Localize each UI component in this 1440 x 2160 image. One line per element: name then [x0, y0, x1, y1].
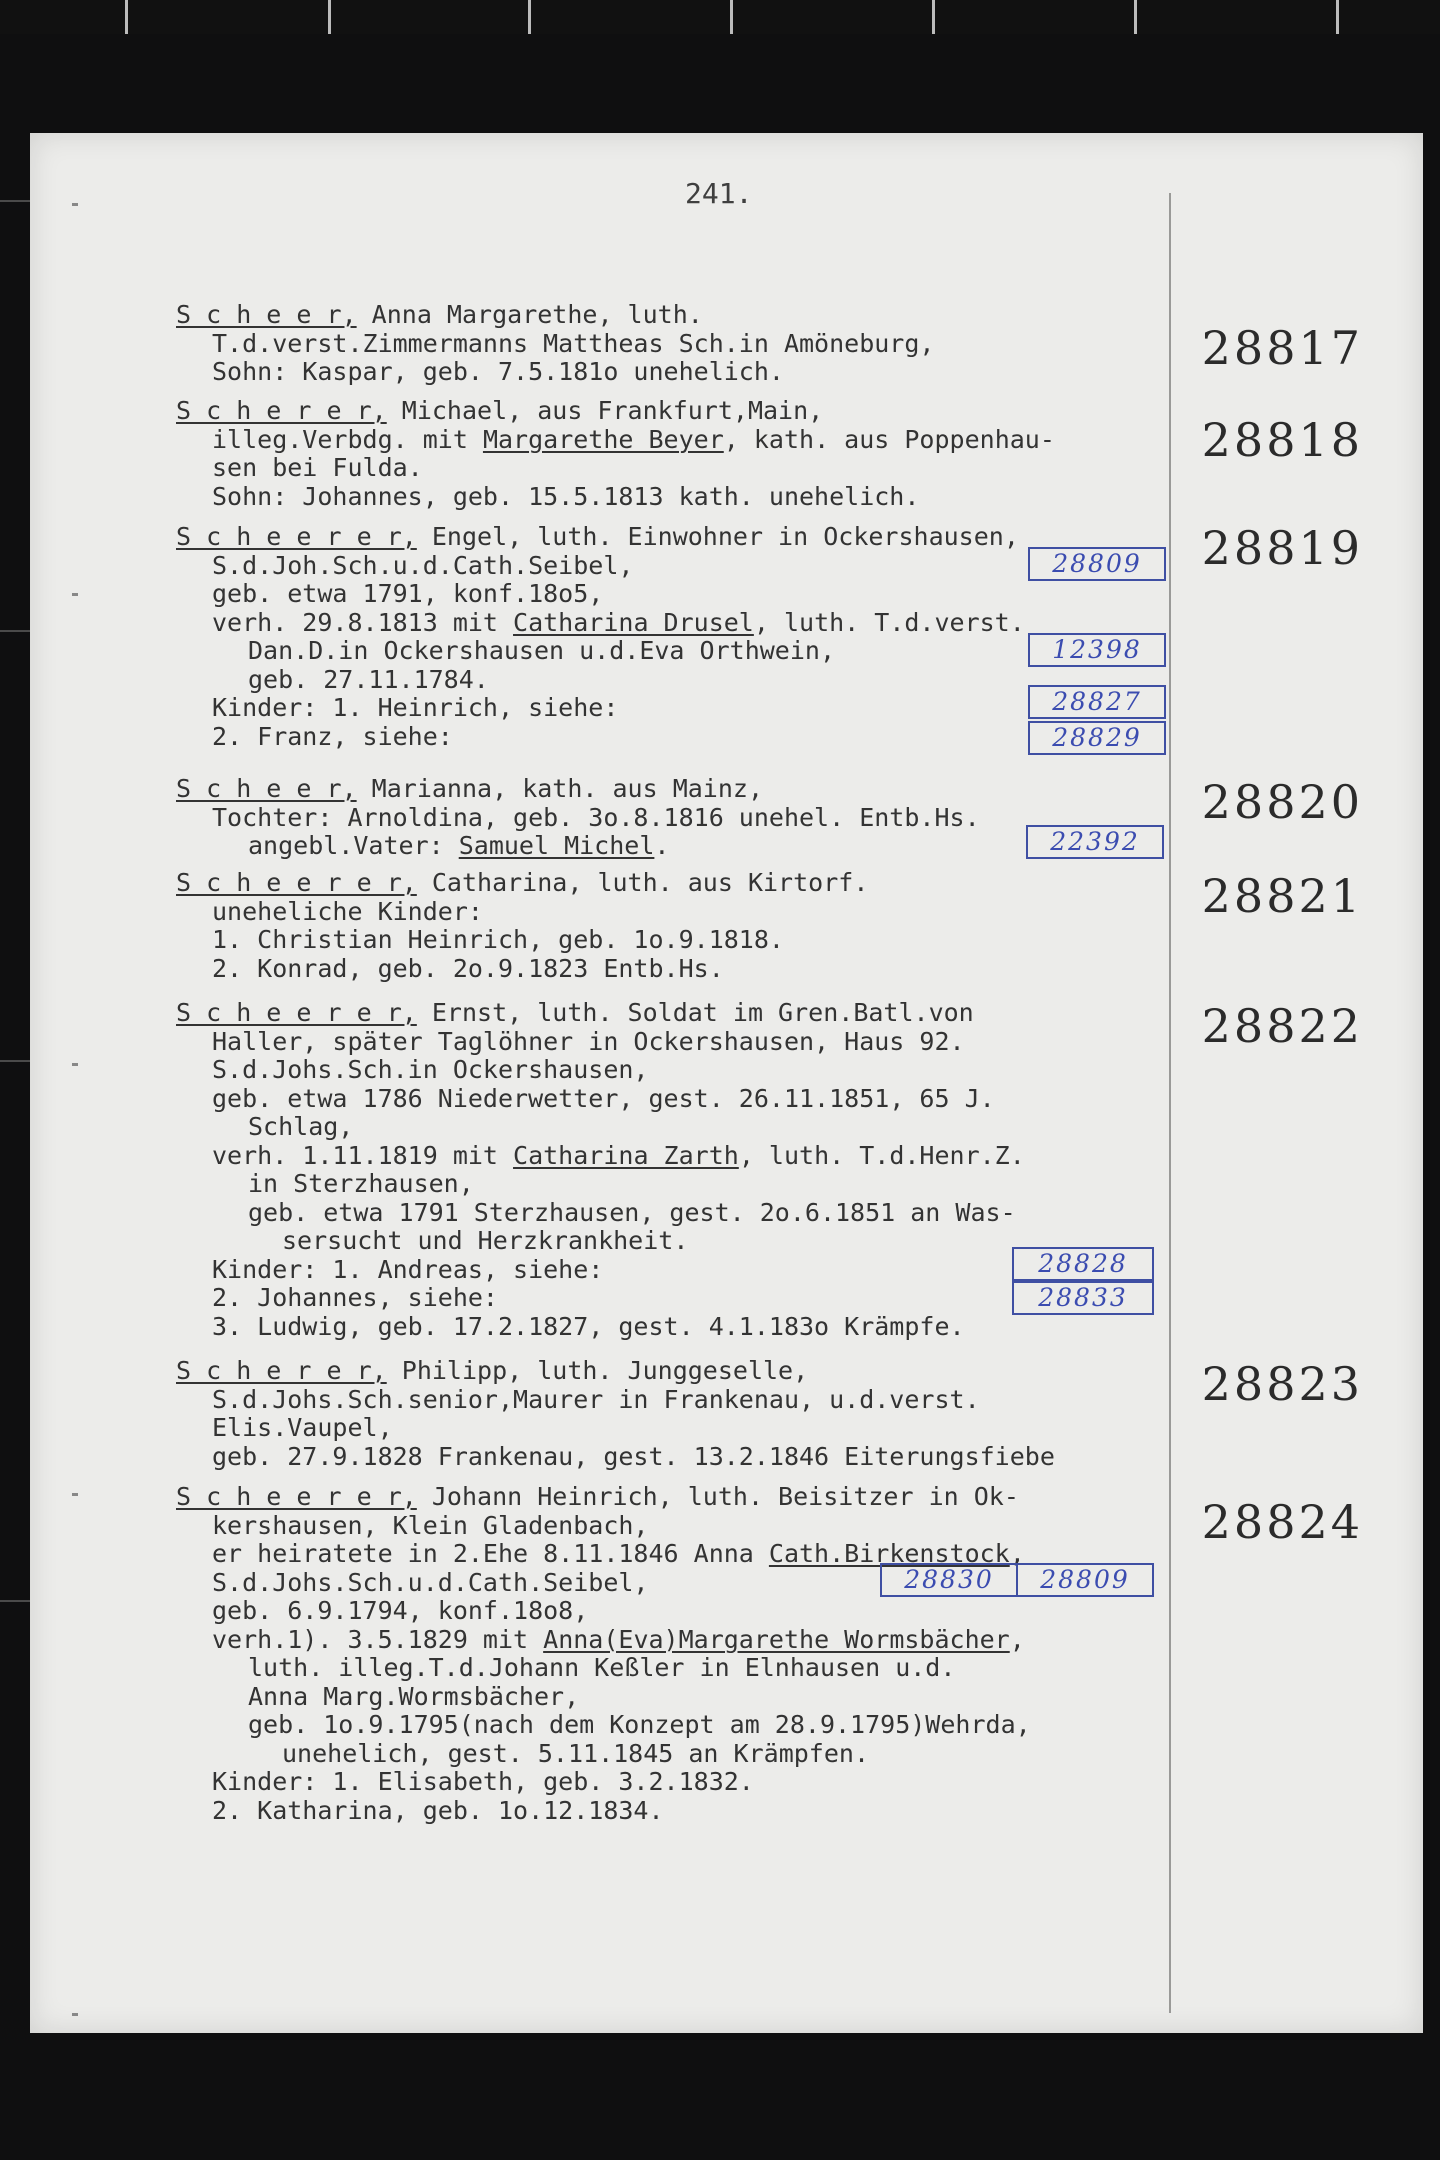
entry-line: Sohn: Kaspar, geb. 7.5.181o unehelich.: [212, 357, 784, 386]
entry-line: 3. Ludwig, geb. 17.2.1827, gest. 4.1.183o Krämpfe.: [212, 1311, 965, 1341]
entry-line: Sohn: Johannes, geb. 15.5.1813 kath. unehelich.: [212, 481, 920, 511]
surname: S c h e e r e r,: [176, 1482, 417, 1511]
surname: S c h e e r,: [176, 774, 357, 803]
entry-line: geb. 27.9.1828 Frankenau, gest. 13.2.1846 Eiterungsfiebe: [212, 1441, 1055, 1471]
entry-line: Kinder: 1. Elisabeth, geb. 3.2.1832.: [212, 1767, 754, 1796]
entry-line: 2. Katharina, geb. 1o.12.1834.: [212, 1795, 664, 1825]
edge-mark: [0, 1600, 30, 1602]
punch-mark: [72, 1493, 78, 1496]
edge-mark: [0, 200, 30, 202]
entry-line: S.d.Johs.Sch.in Ockershausen,: [212, 1055, 649, 1084]
entry-number: 28819: [1201, 521, 1363, 575]
cross-reference: 28809: [1028, 547, 1166, 581]
entry-line: Tochter: Arnoldina, geb. 3o.8.1816 unehel. Entb.Hs.: [212, 802, 980, 832]
entry-line: uneheliche Kinder:: [212, 896, 483, 926]
entry-line: Dan.D.in Ockershausen u.d.Eva Orthwein,: [248, 636, 835, 665]
entry-number: 28822: [1201, 999, 1363, 1053]
entry-line: Kinder: 1. Andreas, siehe:: [212, 1254, 604, 1284]
entry-line: geb. 6.9.1794, konf.18o8,: [212, 1596, 589, 1625]
entry-28821: S c h e e r e r, Catharina, luth. aus Kirtorf. uneheliche Kinder: 1. Christian Heinrich, geb. 1o.9.1818. 2. Konrad, geb. 2o.9.1823 Entb.Hs.: [176, 869, 1176, 983]
entry-line: geb. etwa 1786 Niederwetter, gest. 26.11.1851, 65 J.: [212, 1083, 995, 1113]
cross-reference: 28828: [1012, 1247, 1154, 1281]
entry-line: luth. illeg.T.d.Johann Keßler in Elnhausen u.d.: [248, 1653, 956, 1682]
surname: S c h e e r,: [176, 300, 357, 329]
entry-line: kershausen, Klein Gladenbach,: [212, 1510, 649, 1540]
entry-line: in Sterzhausen,: [248, 1169, 474, 1198]
entry-line: 2. Johannes, siehe:: [212, 1283, 498, 1312]
entry-line: Elis.Vaupel,: [212, 1413, 393, 1442]
entry-28817: S c h e e r, Anna Margarethe, luth. T.d.verst.Zimmermanns Mattheas Sch.in Amöneburg, Sohn: Kaspar, geb. 7.5.181o unehelich.: [176, 301, 1176, 387]
edge-mark: [0, 1060, 30, 1062]
film-strip: [0, 0, 1440, 34]
entry-line: T.d.verst.Zimmermanns Mattheas Sch.in Amöneburg,: [212, 328, 935, 358]
entry-line: sersucht und Herzkrankheit.: [282, 1226, 689, 1255]
cross-reference: 28829: [1028, 721, 1166, 755]
entry-line: geb. 27.11.1784.: [248, 664, 489, 694]
punch-mark: [72, 2013, 78, 2016]
entry-line: geb. etwa 1791 Sterzhausen, gest. 2o.6.1851 an Was-: [248, 1197, 1016, 1227]
entry-line: Schlag,: [248, 1112, 354, 1141]
entry-line: Anna Marg.Wormsbächer,: [248, 1681, 580, 1711]
entry-line: geb. 1o.9.1795(nach dem Konzept am 28.9.1795)Wehrda,: [248, 1710, 1031, 1739]
page-number: 241.: [685, 177, 753, 210]
film-mark: [932, 0, 935, 34]
cross-reference: 28827: [1028, 685, 1166, 719]
surname: S c h e e r e r,: [176, 868, 417, 897]
entry-line: geb. etwa 1791, konf.18o5,: [212, 579, 604, 608]
spouse-name: Margarethe Beyer: [482, 424, 724, 454]
film-mark: [328, 0, 331, 34]
surname: S c h e r e r,: [176, 396, 387, 425]
surname: S c h e r e r,: [176, 1356, 387, 1385]
entry-number: 28818: [1201, 413, 1363, 467]
film-mark: [528, 0, 531, 34]
entry-line: S.d.Johs.Sch.senior,Maurer in Frankenau, u.d.verst.: [212, 1384, 980, 1414]
entry-28820: S c h e e r, Marianna, kath. aus Mainz, Tochter: Arnoldina, geb. 3o.8.1816 unehel. Entb.Hs. angebl.Vater: Samuel Michel.: [176, 775, 1176, 861]
surname: S c h e e r e r,: [176, 522, 417, 551]
entry-line: S.d.Johs.Sch.u.d.Cath.Seibel,: [212, 1567, 649, 1597]
punch-mark: [72, 203, 78, 206]
entry-number: 28824: [1201, 1495, 1363, 1549]
spouse-name: Catharina Zarth: [513, 1140, 739, 1170]
cross-reference: 22392: [1026, 825, 1164, 859]
entry-line: unehelich, gest. 5.11.1845 an Krämpfen.: [282, 1738, 869, 1768]
spouse-name: Catharina Drusel: [513, 607, 754, 637]
entry-number: 28821: [1201, 869, 1363, 923]
punch-mark: [72, 593, 78, 596]
entry-number: 28817: [1201, 321, 1363, 375]
film-mark: [125, 0, 128, 34]
film-mark: [1336, 0, 1339, 34]
edge-mark: [0, 630, 30, 632]
entry-line: sen bei Fulda.: [212, 453, 423, 482]
entry-28824: S c h e e r e r, Johann Heinrich, luth. Beisitzer in Ok- kershausen, Klein Gladenbach, er heiratete in 2.Ehe 8.11.1846 Anna Cath.Birkenstock, S.d.Johs.Sch.u.d.Cath.Seibel, geb. 6.9.1794, konf.18o8, verh.1). 3.5.1829 mit Anna(Eva)Margarethe Wormsbächer, luth. illeg.T.d.Johann Keßler in Elnhausen u.d. Anna Marg.Wormsbächer, geb. 1o.9.1795(nach dem Konzept am 28.9.1795)Wehrda, unehelich, gest. 5.11.1845 an Krämpfen. Kinder: 1. Elisabeth, geb. 3.2.1832. 2. Katharina, geb. 1o.12.1834.: [176, 1483, 1176, 1825]
entry-28819: S c h e e r e r, Engel, luth. Einwohner in Ockershausen, S.d.Joh.Sch.u.d.Cath.Seibel, geb. etwa 1791, konf.18o5, verh. 29.8.1813 mit Catharina Drusel, luth. T.d.verst. Dan.D.in Ockershausen u.d.Eva Orthwein, geb. 27.11.1784. Kinder: 1. Heinrich, siehe: 2. Franz, siehe:: [176, 523, 1176, 751]
entry-line: 2. Konrad, geb. 2o.9.1823 Entb.Hs.: [212, 953, 724, 983]
cross-reference: 28830: [880, 1563, 1018, 1597]
surname: S c h e e r e r,: [176, 998, 417, 1027]
document-page: [30, 133, 1423, 2033]
entry-28822: S c h e e r e r, Ernst, luth. Soldat im Gren.Batl.von Haller, später Taglöhner in Ockershausen, Haus 92. S.d.Johs.Sch.in Ockershausen, geb. etwa 1786 Niederwetter, gest. 26.11.1851, 65 J. Schlag, verh. 1.11.1819 mit Catharina Zarth, luth. T.d.Henr.Z. in Sterzhausen, geb. etwa 1791 Sterzhausen, gest. 2o.6.1851 an Was- sersucht und Herzkrankheit. Kinder: 1. Andreas, siehe: 2. Johannes, siehe: 3. Ludwig, geb. 17.2.1827, gest. 4.1.183o Krämpfe.: [176, 999, 1176, 1341]
entry-line: Kinder: 1. Heinrich, siehe:: [212, 693, 619, 722]
entry-line: 2. Franz, siehe:: [212, 721, 453, 751]
film-mark: [730, 0, 733, 34]
entry-number: 28823: [1201, 1357, 1363, 1411]
film-mark: [1134, 0, 1137, 34]
entry-28818: S c h e r e r, Michael, aus Frankfurt,Main, illeg.Verbdg. mit Margarethe Beyer, kath. aus Poppenhau- sen bei Fulda. Sohn: Johannes, geb. 15.5.1813 kath. unehelich.: [176, 397, 1176, 511]
spouse-name: Anna(Eva)Margarethe Wormsbächer: [543, 1624, 1010, 1654]
cross-reference: 28809: [1016, 1563, 1154, 1597]
entry-line: S.d.Joh.Sch.u.d.Cath.Seibel,: [212, 550, 634, 580]
entry-line: 1. Christian Heinrich, geb. 1o.9.1818.: [212, 925, 784, 954]
cross-reference: 28833: [1012, 1281, 1154, 1315]
father-name: Samuel Michel: [458, 831, 655, 860]
cross-reference: 12398: [1028, 633, 1166, 667]
entry-line: Haller, später Taglöhner in Ockershausen, Haus 92.: [212, 1026, 965, 1056]
punch-mark: [72, 1063, 78, 1066]
entry-28823: S c h e r e r, Philipp, luth. Junggeselle, S.d.Johs.Sch.senior,Maurer in Frankenau, u.d.verst. Elis.Vaupel, geb. 27.9.1828 Frankenau, gest. 13.2.1846 Eiterungsfiebe: [176, 1357, 1176, 1471]
entry-number: 28820: [1201, 775, 1363, 829]
spouse-name: Cath.Birkenstock: [768, 1539, 1010, 1568]
